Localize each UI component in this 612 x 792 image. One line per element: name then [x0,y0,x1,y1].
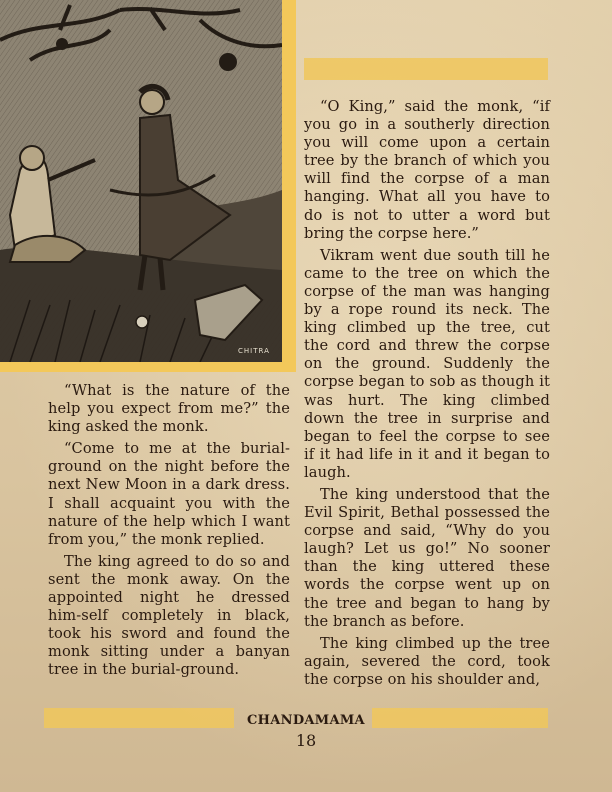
paragraph: The king agreed to do so and sent the monk away. On the appointed night he dressed him-self completely in black, took his sword and found the monk sitting under a banyan tree in the burial-ground. [48,552,290,679]
paragraph: “What is the nature of the help you expect from me?” the king asked the monk. [48,382,290,436]
right-text-column [304,98,550,689]
page-number: 18 [295,731,317,750]
magazine-title: CHANDAMAMA [247,713,365,728]
paragraph: The king climbed up the tree again, severed the cord, took the corpse on his shoulder and, [304,634,550,688]
paragraph: Vikram went due south till he came to the tree on which the corpse of the man was hanging by a rope round its neck. The king climbed up the tree, cut the cord and threw the corpse on the ground. Suddenly the corpse began to sob as though it was hurt. The king climbed down the tree in surprise and began to feel the corpse to see if it had life in it and it began to laugh. [304,246,550,481]
left-text-column [48,382,290,680]
paragraph: The king understood that the Evil Spirit, Bethal possessed the corpse and said, “Why do you laugh? Let us go!” No sooner than the king uttered these words the corpse went up on the tree and began to hang by the branch as before. [304,485,550,630]
paragraph: “O King,” said the monk, “if you go in a southerly direction you will come upon a certain tree by the branch of which you will find the corpse of a man hanging. What all you have to do is not to utter a word but bring the corpse here.” [304,98,550,242]
artist-signature: CHITRA [238,347,270,355]
paragraph: “Come to me at the burial-ground on the night before the next New Moon in a dark dress. I shall acquaint you with the nature of the help which I want from you,” the monk replied. [48,440,290,548]
illustration-monk-and-king [0,0,282,362]
decorative-band-top [304,58,548,80]
illustration-drawing [0,0,282,362]
